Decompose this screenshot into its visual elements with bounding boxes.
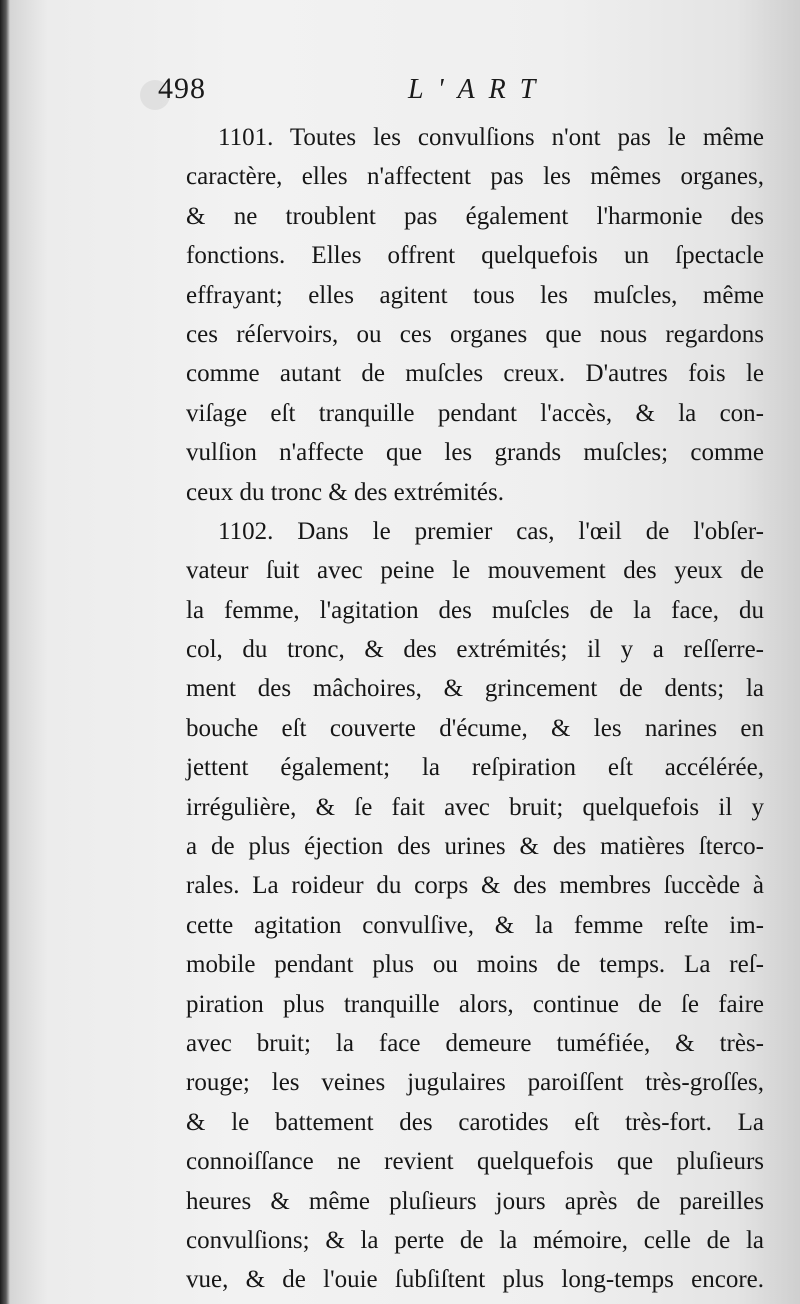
text-line: jettent également; la reſpiration eſt accélérée, [186, 754, 764, 782]
text-line: 1102. Dans le premier cas, l'œil de l'obſer- [218, 517, 764, 545]
text-line: & ne troublent pas également l'harmonie des [186, 202, 764, 230]
text-line: a de plus éjection des urines & des matières ſterco- [186, 833, 764, 861]
text-line: piration plus tranquille alors, continue de ſe faire [186, 990, 764, 1018]
text-line: comme autant de muſcles creux. D'autres fois le [186, 360, 764, 388]
text-line: cette agitation convulſive, & la femme reſte im- [186, 911, 764, 939]
text-line: connoiſſance ne revient quelquefois que pluſieurs [186, 1148, 764, 1176]
text-line: bouche eſt couverte d'écume, & les narines en [186, 714, 764, 742]
text-line: effrayant; elles agitent tous les muſcles, même [186, 281, 764, 309]
text-line: vulſion n'affecte que les grands muſcles; comme [186, 439, 764, 467]
text-line: la femme, l'agitation des muſcles de la face, du [186, 596, 764, 624]
text-line: convulſions; & la perte de la mémoire, celle de la [186, 1226, 764, 1254]
text-line: ces réſervoirs, ou ces organes que nous regardons [186, 320, 764, 348]
page-binding-shadow [0, 0, 10, 1304]
text-line: viſage eſt tranquille pendant l'accès, & la con- [186, 399, 764, 427]
paragraph-1101 [186, 118, 764, 512]
text-line: & le battement des carotides eſt très-fort. La [186, 1108, 764, 1136]
text-line: mobile pendant plus ou moins de temps. La reſ- [186, 951, 764, 979]
text-line: 1101. Toutes les convulſions n'ont pas le même [218, 124, 764, 151]
running-title: L'ART [408, 74, 550, 105]
paragraph-1102 [186, 512, 764, 1300]
text-line: irrégulière, & ſe fait avec bruit; quelquefois il y [186, 793, 764, 821]
text-line: heures & même pluſieurs jours après de pareilles [186, 1187, 764, 1215]
text-line: vue, & de l'ouie ſubſiſtent plus long-temps encore. [186, 1266, 764, 1294]
text-line: vateur ſuit avec peine le mouvement des yeux de [186, 557, 764, 585]
text-line: fonctions. Elles offrent quelquefois un ſpectacle [186, 242, 764, 270]
text-line: rales. La roideur du corps & des membres ſuccède à [186, 872, 764, 900]
text-line: caractère, elles n'affectent pas les mêmes organes, [186, 163, 764, 191]
text-line: ment des mâchoires, & grincement de dents; la [186, 675, 764, 703]
page-number: 498 [158, 72, 206, 105]
text-line: avec bruit; la face demeure tuméfiée, & très- [186, 1029, 764, 1057]
body-text [186, 118, 764, 1300]
text-line: col, du tronc, & des extrémités; il y a reſſerre- [186, 636, 764, 664]
page-header [0, 72, 800, 112]
text-line: ceux du tronc & des extrémités. [186, 478, 504, 506]
text-line: rouge; les veines jugulaires paroiſſent très-groſſes, [186, 1069, 764, 1097]
